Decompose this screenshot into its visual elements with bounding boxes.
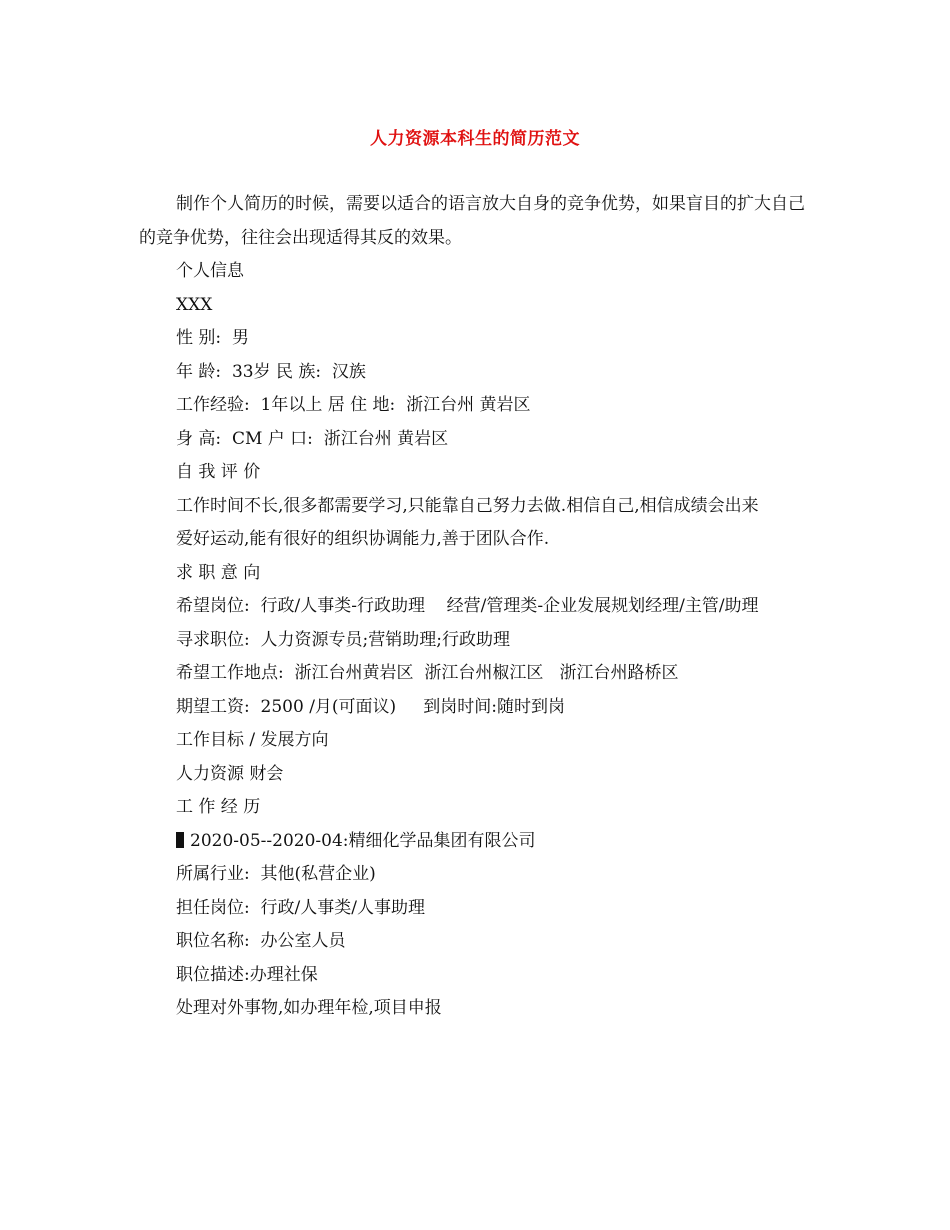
goal-heading-line: 工作目标 / 发展方向 [176,730,329,750]
gender-line: 性 别: 男 [176,328,249,348]
bullet-marker [176,832,184,848]
job-title-line: 职位名称: 办公室人员 [176,931,346,951]
job-entry-heading [139,825,815,859]
age-ethnicity-line: 年 龄: 33岁 民 族: 汉族 [176,361,366,382]
section-heading-work-experience: 工 作 经 历 [176,797,261,817]
self-evaluation-line-2: 爱好运动,能有很好的组织协调能力,善于团队合作. [176,529,550,549]
height-hukou-line: 身 高: CM 户 口: 浙江台州 黄岩区 [176,428,449,449]
industry-line: 所属行业: 其他(私营企业) [176,864,376,884]
desired-locations-line: 希望工作地点: 浙江台州黄岩区 浙江台州椒江区 浙江台州路桥区 [176,663,679,683]
name-line: XXX [176,294,213,315]
goal-value-line: 人力资源 财会 [176,763,284,784]
intro-paragraph: 制作个人简历的时候，需要以适合的语言放大自身的竞争优势，如果盲目的扩大自己的竞争优势，往往会出现适得其反的效果。 [139,194,805,248]
section-heading-self-evaluation: 自 我 评 价 [176,462,261,482]
document-title: 人力资源本科生的简历范文 [370,129,580,149]
section-heading-job-intention: 求 职 意 向 [176,562,261,583]
job-description-line: 职位描述:办理社保 [176,964,318,985]
self-evaluation-line-1: 工作时间不长,很多都需要学习,只能靠自己努力去做.相信自己,相信成绩会出来 [176,495,759,516]
document-body [139,188,815,1026]
job-entry-text: 2020-05--2020-04:精细化学品集团有限公司 [190,830,536,851]
job-duties-line: 处理对外事物,如办理年检,项目申报 [176,998,442,1018]
section-heading-personal-info: 个人信息 [176,261,244,281]
sought-jobs-line: 寻求职位: 人力资源专员;营销助理;行政助理 [176,629,510,650]
position-line: 担任岗位: 行政/人事类/人事助理 [176,897,425,918]
experience-residence-line: 工作经验: 1年以上 居 住 地: 浙江台州 黄岩区 [176,395,531,415]
desired-positions-line: 希望岗位: 行政/人事类-行政助理 经营/管理类-企业发展规划经理/主管/助理 [176,596,759,616]
salary-availability-line: 期望工资: 2500 /月(可面议) 到岗时间:随时到岗 [176,696,565,717]
